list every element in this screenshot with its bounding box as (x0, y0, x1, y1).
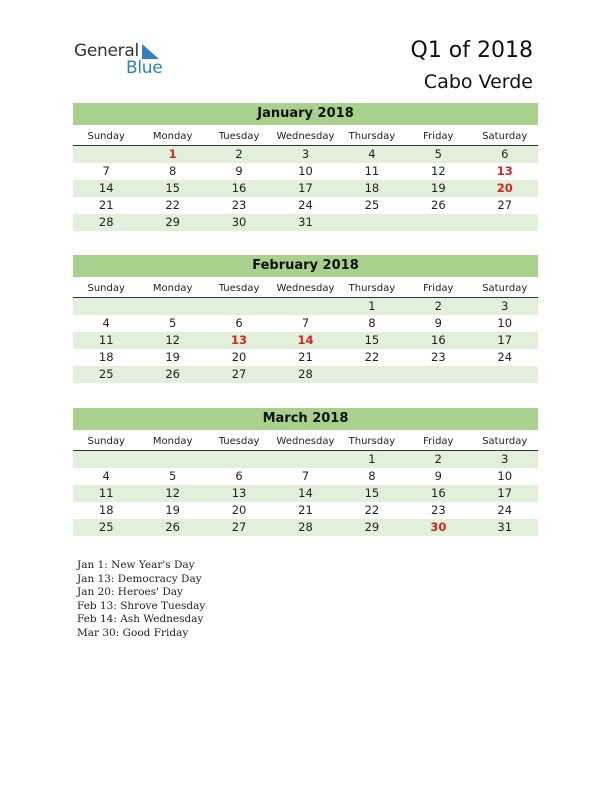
date-cell: 21 (298, 503, 313, 517)
date-cell: 15 (364, 333, 380, 347)
date-cell: 20 (231, 503, 247, 517)
date-cell: 4 (368, 147, 376, 161)
holiday-date-cell: 13 (231, 333, 248, 347)
date-cell: 19 (165, 503, 180, 517)
week-row (73, 315, 538, 332)
date-cell: 2 (434, 299, 442, 313)
weekday-label: Tuesday (218, 283, 260, 294)
holiday-item: Feb 14: Ash Wednesday (77, 613, 204, 626)
date-cell: 26 (165, 367, 180, 381)
date-cell: 23 (231, 198, 247, 212)
date-cell: 11 (98, 486, 114, 500)
holiday-item: Jan 1: New Year's Day (77, 559, 195, 571)
date-cell (405, 366, 471, 383)
date-cell (139, 451, 205, 468)
weekday-label: Wednesday (276, 283, 335, 294)
holiday-date-cell: 14 (297, 333, 314, 347)
weekday-label: Saturday (482, 436, 528, 447)
date-cell (206, 451, 272, 468)
weekday-header-row (73, 280, 538, 298)
date-cell: 15 (364, 486, 380, 500)
week-row (73, 485, 538, 502)
date-cell: 6 (235, 469, 243, 483)
date-cell: 21 (98, 198, 114, 212)
weekday-label: Monday (152, 283, 193, 294)
date-cell: 8 (368, 469, 376, 483)
date-cell: 10 (497, 469, 513, 483)
date-cell: 3 (501, 452, 509, 466)
date-cell: 12 (431, 164, 446, 178)
holiday-date-cell: 13 (496, 164, 513, 178)
weekday-label: Saturday (482, 283, 528, 294)
week-row (73, 298, 538, 315)
logo-word-blue: Blue (126, 58, 163, 78)
date-cell (272, 298, 338, 315)
holiday-date-cell: 30 (430, 520, 447, 534)
date-cell: 10 (298, 164, 313, 178)
date-cell: 19 (165, 350, 180, 364)
weekday-header-row (73, 128, 538, 146)
date-cell (73, 298, 139, 315)
weekday-label: Saturday (482, 131, 528, 142)
week-rows (73, 146, 538, 231)
date-cell: 31 (497, 520, 513, 534)
weekday-label: Friday (423, 131, 454, 142)
week-row (73, 519, 538, 536)
logo-word-general: General (74, 41, 139, 61)
date-cell: 30 (231, 215, 247, 229)
weekday-header-row (73, 433, 538, 451)
date-cell: 2 (434, 452, 442, 466)
date-cell: 22 (364, 350, 380, 364)
date-cell: 20 (231, 350, 247, 364)
weekday-label: Wednesday (276, 436, 335, 447)
date-cell: 5 (168, 469, 177, 483)
week-row (73, 366, 538, 383)
date-cell: 22 (165, 198, 180, 212)
date-cell: 7 (102, 164, 110, 178)
week-row (73, 468, 538, 485)
date-cell: 8 (368, 316, 376, 330)
date-cell: 8 (168, 164, 177, 178)
weekday-label: Sunday (87, 131, 125, 142)
date-cell (472, 214, 538, 231)
date-cell: 27 (497, 198, 513, 212)
date-cell: 1 (368, 452, 376, 466)
date-cell: 7 (301, 469, 310, 483)
date-cell: 10 (497, 316, 513, 330)
week-row (73, 332, 538, 349)
date-cell: 24 (298, 198, 313, 212)
date-cell: 7 (301, 316, 310, 330)
weekday-label: Friday (423, 436, 454, 447)
date-cell: 25 (98, 367, 114, 381)
week-row (73, 163, 538, 180)
date-cell: 13 (231, 486, 247, 500)
week-row (73, 502, 538, 519)
page-title: Q1 of 2018 (410, 38, 533, 63)
date-cell: 28 (298, 367, 313, 381)
date-cell: 29 (165, 215, 180, 229)
date-cell: 26 (431, 198, 446, 212)
week-row (73, 349, 538, 366)
date-cell (139, 298, 205, 315)
month-march (73, 408, 538, 536)
date-cell: 17 (497, 333, 513, 347)
holiday-item: Mar 30: Good Friday (77, 626, 189, 639)
weekday-label: Tuesday (218, 436, 260, 447)
holiday-item: Feb 13: Shrove Tuesday (77, 599, 206, 612)
date-cell: 31 (298, 215, 313, 229)
date-cell: 27 (231, 520, 247, 534)
date-cell: 16 (231, 181, 247, 195)
week-rows (73, 298, 538, 383)
date-cell (472, 366, 538, 383)
date-cell: 18 (364, 181, 380, 195)
date-cell: 25 (364, 198, 380, 212)
holiday-list (77, 559, 205, 641)
month-header: January 2018 (73, 103, 538, 125)
date-cell: 14 (98, 181, 114, 195)
date-cell: 17 (298, 181, 313, 195)
date-cell: 18 (98, 503, 114, 517)
date-cell (73, 146, 139, 163)
date-cell: 5 (168, 316, 177, 330)
date-cell (339, 214, 405, 231)
weekday-label: Sunday (87, 436, 125, 447)
date-cell: 1 (368, 299, 376, 313)
date-cell: 16 (431, 486, 446, 500)
week-row (73, 146, 538, 163)
date-cell: 19 (431, 181, 446, 195)
date-cell: 28 (298, 520, 313, 534)
weekday-label: Wednesday (276, 131, 335, 142)
weekday-label: Thursday (348, 436, 396, 447)
month-february (73, 255, 538, 383)
date-cell: 24 (497, 350, 513, 364)
date-cell: 14 (298, 486, 313, 500)
date-cell: 26 (165, 520, 180, 534)
date-cell: 21 (298, 350, 313, 364)
date-cell: 16 (431, 333, 446, 347)
date-cell: 5 (434, 147, 442, 161)
week-row (73, 197, 538, 214)
date-cell: 23 (431, 503, 446, 517)
date-cell: 3 (301, 147, 310, 161)
date-cell: 29 (364, 520, 380, 534)
holiday-item: Jan 13: Democracy Day (77, 572, 202, 585)
week-rows (73, 451, 538, 536)
date-cell: 4 (102, 469, 110, 483)
weekday-label: Friday (423, 283, 454, 294)
holiday-item: Jan 20: Heroes' Day (77, 586, 183, 599)
weekday-label: Thursday (348, 131, 396, 142)
week-row (73, 451, 538, 468)
month-header: March 2018 (73, 408, 538, 430)
date-cell: 11 (98, 333, 114, 347)
date-cell: 15 (165, 181, 180, 195)
date-cell: 18 (98, 350, 114, 364)
weekday-label: Monday (152, 436, 193, 447)
date-cell: 27 (231, 367, 247, 381)
date-cell: 12 (165, 486, 180, 500)
date-cell: 6 (235, 316, 243, 330)
date-cell (272, 451, 338, 468)
holiday-date-cell: 1 (168, 147, 177, 161)
week-row (73, 214, 538, 231)
date-cell: 24 (497, 503, 513, 517)
month-january (73, 103, 538, 231)
date-cell: 9 (434, 469, 442, 483)
date-cell (405, 214, 471, 231)
date-cell: 28 (98, 215, 114, 229)
weekday-label: Monday (152, 131, 193, 142)
date-cell: 17 (497, 486, 513, 500)
date-cell: 9 (235, 164, 243, 178)
date-cell: 4 (102, 316, 110, 330)
week-row (73, 180, 538, 197)
date-cell: 23 (431, 350, 446, 364)
date-cell: 6 (501, 147, 509, 161)
holiday-date-cell: 20 (496, 181, 513, 195)
weekday-label: Thursday (348, 283, 396, 294)
date-cell: 12 (165, 333, 180, 347)
logo (74, 41, 184, 81)
weekday-label: Tuesday (218, 131, 260, 142)
date-cell (73, 451, 139, 468)
date-cell: 11 (364, 164, 380, 178)
date-cell: 25 (98, 520, 114, 534)
date-cell: 3 (501, 299, 509, 313)
weekday-label: Sunday (87, 283, 125, 294)
date-cell: 2 (235, 147, 243, 161)
date-cell (206, 298, 272, 315)
country-name: Cabo Verde (423, 71, 533, 93)
month-header: February 2018 (73, 255, 538, 277)
date-cell (339, 366, 405, 383)
date-cell: 9 (434, 316, 442, 330)
date-cell: 22 (364, 503, 380, 517)
